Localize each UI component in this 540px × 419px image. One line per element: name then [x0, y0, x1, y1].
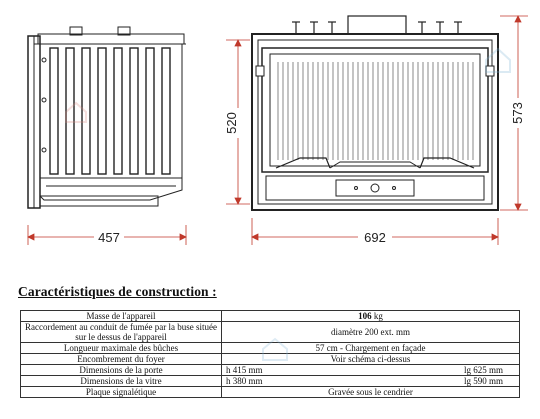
spec-value: [222, 365, 520, 376]
spec-label: Encombrement du foyer: [21, 354, 222, 365]
house-watermark-icon: [66, 103, 86, 122]
spec-label: Longueur maximale des bûches: [21, 343, 222, 354]
table-row: [21, 376, 520, 387]
spec-value: Voir schéma ci-dessus: [222, 354, 520, 365]
spec-value-height: h 380 mm: [226, 376, 263, 386]
spec-value-width: lg 625 mm: [463, 365, 503, 375]
spec-label: Dimensions de la porte: [21, 365, 222, 376]
spec-value-width: lg 590 mm: [463, 376, 503, 386]
spec-label: Raccordement au conduit de fumée par la buse située sur le dessus de l'appareil: [21, 322, 222, 343]
spec-label: Dimensions de la vitre: [21, 376, 222, 387]
house-watermark-icon: [260, 336, 290, 362]
spec-label: Masse de l'appareil: [21, 311, 222, 322]
table-row: [21, 365, 520, 376]
outer-height-label: 573: [510, 102, 525, 124]
spec-label: Plaque signalétique: [21, 387, 222, 398]
spec-value: [222, 311, 520, 322]
spec-value-height: h 415 mm: [226, 365, 263, 375]
spec-value: [222, 376, 520, 387]
spec-value: diamètre 200 ext. mm: [222, 322, 520, 343]
spec-value-unit: kg: [371, 311, 383, 321]
table-row: [21, 311, 520, 322]
section-title: Caractéristiques de construction :: [18, 284, 217, 299]
inner-height-label: 520: [224, 112, 239, 134]
side-view: [28, 27, 186, 208]
spec-value: 57 cm - Chargement en façade: [222, 343, 520, 354]
front-width-label: 692: [364, 230, 386, 245]
spec-value: Gravée sous le cendrier: [222, 387, 520, 398]
table-row: [21, 387, 520, 398]
spec-value-bold: 106: [358, 311, 372, 321]
front-view: [252, 16, 498, 210]
side-width-label: 457: [98, 230, 120, 245]
